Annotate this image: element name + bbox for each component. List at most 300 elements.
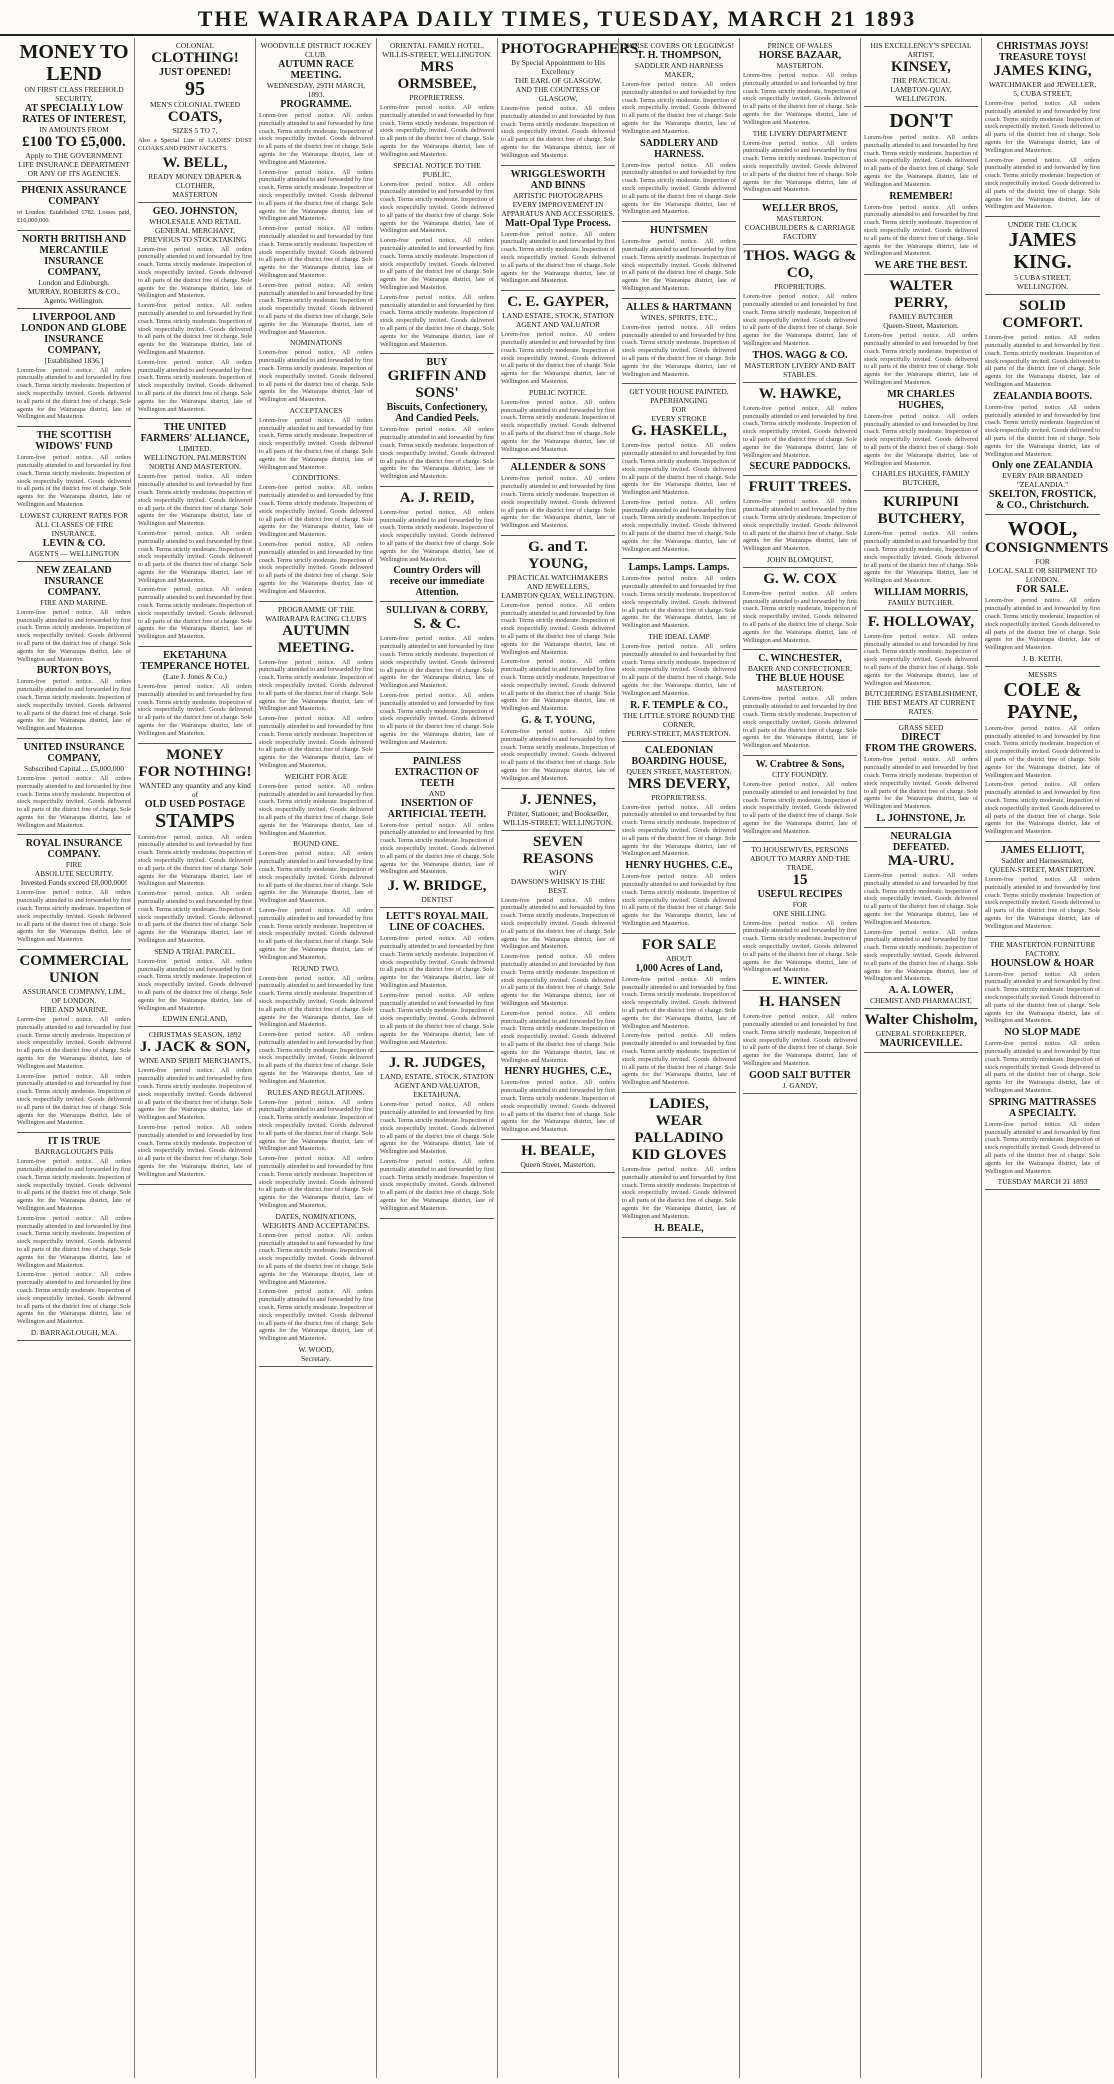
ad-text: THE LITTLE STORE ROUND THE CORNER, — [622, 710, 736, 729]
ad-body: Lorem-free period notice. All orders punctually attended to and forwarded by first coach. Terms strictly moderate. Inspection of stock respectfully invited. Goods delivered to all parts of the district free of charge. Sole agents for the Wairarapa district, late of Wellington and Masterton. — [138, 1123, 252, 1178]
ad-body: Lorem-free period notice. All orders punctually attended to and forwarded by first coach. Terms strictly moderate. Inspection of stock respectfully invited. Goods delivered to all parts of the district free of charge. Sole agents for the Wairarapa district, late of Wellington and Masterton. — [138, 833, 252, 888]
ad-text: (Late J. Jones & Co.) — [163, 672, 227, 682]
ad-heading: CLOTHING! — [151, 50, 239, 66]
ad-text: TO HOUSEWIVES, PERSONS ABOUT TO MARRY AND THE TRADE. — [749, 844, 851, 872]
wairarapa-racing-club-ad — [259, 602, 373, 1367]
it-is-true-ad — [17, 1133, 131, 1341]
ad-heading: G. and T. YOUNG, — [528, 538, 588, 572]
ad-text: WHOLESALE AND RETAIL GENERAL MERCHANT, — [149, 216, 241, 235]
ad-text: ABSOLUTE SECURITY. — [34, 869, 114, 879]
ad-text: ONE SHILLING. — [773, 908, 827, 918]
ad-text: CHRISTMAS SEASON, 1892 — [148, 1030, 242, 1040]
ad-body: Lorem-free period notice. All orders punctually attended to and forwarded by first coach. Terms strictly moderate. Inspection of stock respectfully invited. Goods delivered to all parts of the district free of charge. Sole agents for the Wairarapa district, late of Wellington and Masterton. — [380, 821, 494, 876]
ad-body: Lorem-free period notice. All orders punctually attended to and forwarded by first coach. Terms strictly moderate. Inspection of stock respectfully invited. Goods delivered to all parts of the district free of charge. Sole agents for the Wairarapa district, late of Wellington and Masterton. — [501, 331, 615, 385]
ad-heading: COATS, — [167, 109, 223, 125]
ad-body: Lorem-free period notice. All orders punctually attended to and forwarded by first coach. Terms strictly moderate. Inspection of stock respectfully invited. Goods delivered to all parts of the district free of charge. Sole agents for the Wairarapa district, late of Wellington and Masterton. — [501, 398, 615, 453]
ad-heading: H. BEALE, — [521, 1142, 595, 1159]
ad-body: Lorem-free period notice. All orders punctually attended to and forwarded by first coach. Terms strictly moderate. Inspection of stock respectfully invited. Goods delivered to all parts of the district free of charge. Sole agents for the Wairarapa district, late of Wellington and Masterton. — [138, 529, 252, 584]
ad-text: LIMITED. — [178, 444, 212, 454]
ad-heading: THE UNITED FARMERS' ALLIANCE, — [140, 422, 250, 445]
ad-text: WINE AND SPIRIT MERCHANTS, — [139, 1056, 251, 1066]
ad-text: AT SPECIALLY LOW RATES OF INTEREST, — [22, 103, 126, 125]
ad-text: SADDLER AND HARNESS MAKER, — [634, 61, 724, 79]
grass-seed-ad — [864, 720, 978, 828]
ad-body: Lorem-free period notice. All orders punctually attended to and forwarded by first coach. Terms strictly moderate. Inspection of stock respectfully invited. Goods delivered to all parts of the district free of charge. Sole agents for the Wairarapa district, late of Wellington and Masterton. — [501, 896, 615, 951]
ad-heading: COLE & PAYNE, — [1003, 678, 1082, 723]
ad-text: SPECIAL NOTICE TO THE PUBLIC. — [393, 160, 481, 179]
ad-text: WILLIS-STREET, WELLINGTON. — [503, 817, 613, 827]
ad-text: COACHBUILDERS & CARRIAGE FACTORY — [744, 223, 856, 242]
ad-heading: WOOL, — [1007, 518, 1078, 541]
ad-text: MURRAY, ROBERTS & CO., Agents, Wellington. — [27, 286, 121, 305]
ad-text: PERRY-STREET, MASTERTON. — [627, 728, 731, 738]
coaches-ad — [380, 908, 494, 1052]
column-7 — [740, 38, 861, 2078]
ad-body: Lorem-free period notice. All orders punctually attended to and forwarded by first coach. Terms strictly moderate. Inspection of stock respectfully invited. Goods delivered to all parts of the district free of charge. Sole agents for the Wairarapa district, late of Wellington and Masterton. — [17, 1158, 131, 1212]
ad-text: WATCHMAKER and JEWELLER, — [988, 80, 1097, 89]
ad-heading: ALLENDER & SONS — [510, 462, 606, 474]
dont-forget-ad — [864, 107, 978, 275]
ad-text: READY MONEY DRAPER & CLOTHIER, — [148, 171, 242, 190]
ad-heading: R. F. TEMPLE & CO., — [630, 699, 728, 711]
ad-text: SADDLERY AND HARNESS. — [640, 137, 718, 160]
cole-payne-ad — [985, 667, 1100, 842]
fruit-trees-ad — [743, 476, 857, 568]
ad-body: Lorem-free period notice. All orders punctually attended to and forwarded by first coach. Terms strictly moderate. Inspection of stock respectfully invited. Goods delivered to all parts of the district free of charge. Sole agents for the Wairarapa district, late of Wellington and Masterton. — [864, 332, 978, 386]
ad-text: DENTIST — [421, 895, 453, 905]
ad-text: REMEMBER! — [889, 190, 953, 202]
ad-heading: FROM THE GROWERS. — [865, 743, 977, 755]
ad-body: Lorem-free period notice. All orders punctually attended to and forwarded by first coach. Terms strictly moderate. Inspection of stock respectfully invited. Goods delivered to all parts of the district free of charge. Sole agents for the Wairarapa district, late of Wellington and Masterton. — [985, 100, 1100, 154]
ad-body: Lorem-free period notice. All orders punctually attended to and forwarded by first coach. Terms strictly moderate. Inspection of stock respectfully invited. Goods delivered to all parts of the district free of charge. Sole agents for the Wairarapa district, late of Wellington and Masterton. — [259, 715, 373, 769]
ad-heading: STAMPS — [155, 809, 235, 832]
ad-heading: AUTUMN MEETING. — [277, 622, 355, 656]
ad-heading: ZEALANDIA BOOTS. — [993, 390, 1092, 402]
ad-body: Lorem-free period notice. All orders punctually attended to and forwarded by first coach. Terms strictly moderate. Inspection of stock respectfully invited. Goods delivered to all parts of the district free of charge. Sole agents for the Wairarapa district, late of Wellington and Masterton. — [17, 608, 131, 663]
ad-text: of London. Established 1782. Losses paid, £16,000,000. — [17, 209, 131, 224]
ad-body: Lorem-free period notice. All orders punctually attended to and forwarded by first coach. Terms strictly moderate. Inspection of stock respectfully invited. Goods delivered to all parts of the district free of charge. Sole agents for the Wairarapa district, late of Wellington and Masterton. — [622, 803, 736, 858]
ad-heading: NEW ZEALAND INSURANCE COMPANY. — [36, 564, 112, 598]
ad-text: DIRECT — [901, 732, 941, 744]
ad-heading: SEVEN REASONS — [522, 833, 594, 867]
haskell-ad — [622, 384, 736, 559]
ad-text: CHRISTMAS JOYS! — [996, 41, 1089, 52]
ad-heading: PHŒNIX ASSURANCE COMPANY — [21, 185, 127, 207]
ad-body: Lorem-free period notice. All orders punctually attended to and forwarded by first coach. Terms strictly moderate. Inspection of stock respectfully invited. Goods delivered to all parts of the district free of charge. Sole agents for the Wairarapa district, late of Wellington and Masterton. — [622, 1032, 736, 1087]
ad-body: Lorem-free period notice. All orders punctually attended to and forwarded by first coach. Terms strictly moderate. Inspection of stock respectfully invited. Goods delivered to all parts of the district free of charge. Sole agents for the Wairarapa district, late of Wellington and Masterton. — [17, 774, 131, 829]
ad-body: Lorem-free period notice. All orders punctually attended to and forwarded by first coach. Terms strictly moderate. Inspection of stock respectfully invited. Goods delivered to all parts of the district free of charge. Sole agents for the Wairarapa district, late of Wellington and Masterton. — [138, 245, 252, 300]
ad-body: Lorem-free period notice. All orders punctually attended to and forwarded by first coach. Terms strictly moderate. Inspection of stock respectfully invited. Goods delivered to all parts of the district free of charge. Sole agents for the Wairarapa district, late of Wellington and Masterton. — [622, 643, 736, 697]
ad-text: AND THE COUNTESS OF GLASGOW, — [515, 85, 601, 103]
ad-text: A. A. LOWER, — [888, 985, 954, 997]
masthead-title: THE WAIRARAPA DAILY TIMES, TUESDAY, MARCH 21 1893 — [197, 6, 917, 31]
ad-body: Lorem-free period notice. All orders punctually attended to and forwarded by first coach. Terms strictly moderate. Inspection of stock respectfully invited. Goods delivered to all parts of the district free of charge. Sole agents for the Wairarapa district, late of Wellington and Masterton. — [743, 695, 857, 750]
masthead — [0, 0, 1114, 36]
ad-heading: C. E. GAYPER, — [507, 294, 609, 311]
ad-body: Lorem-free period notice. All orders punctually attended to and forwarded by first coach. Terms strictly moderate. Inspection of stock respectfully invited. Goods delivered to all parts of the district free of charge. Sole agents for the Wairarapa district, late of Wellington and Masterton. — [380, 104, 494, 158]
ad-body: Lorem-free period notice. All orders punctually attended to and forwarded by first coach. Terms strictly moderate. Inspection of stock respectfully invited. Goods delivered to all parts of the district free of charge. Sole agents for the Wairarapa district, late of Wellington and Masterton. — [864, 632, 978, 687]
ad-text: FAMILY BUTCHER — [888, 312, 954, 322]
ad-body: Lorem-free period notice. All orders punctually attended to and forwarded by first coach. Terms strictly moderate. Inspection of stock respectfully invited. Goods delivered to all parts of the district free of charge. Sole agents for the Wairarapa district, late of Wellington and Masterton. — [380, 1157, 494, 1212]
ad-text: THE LIVERY DEPARTMENT — [752, 128, 848, 138]
kinsey-ad — [864, 38, 978, 107]
ad-body: Lorem-free period notice. All orders punctually attended to and forwarded by first coach. Terms strictly moderate. Inspection of stock respectfully invited. Goods delivered to all parts of the district free of charge. Sole agents for the Wairarapa district, late of Wellington and Masterton. — [743, 589, 857, 644]
james-elliott-ad — [985, 842, 1100, 937]
huntsmen-ad — [622, 222, 736, 299]
ad-body: Lorem-free period notice. All orders punctually attended to and forwarded by first coach. Terms strictly moderate. Inspection of stock respectfully invited. Goods delivered to all parts of the district free of charge. Sole agents for the Wairarapa district, late of Wellington and Masterton. — [743, 919, 857, 974]
ad-heading: FOR NOTHING! — [138, 763, 252, 780]
ad-body: Lorem-free period notice. All orders punctually attended to and forwarded by first coach. Terms strictly moderate. Inspection of stock respectfully invited. Goods delivered to all parts of the district free of charge. Sole agents for the Wairarapa district, late of Wellington and Masterton. — [17, 1214, 131, 1269]
ad-body: Lorem-free period notice. All orders punctually attended to and forwarded by first coach. Terms strictly moderate. Inspection of stock respectfully invited. Goods delivered to all parts of the district free of charge. Sole agents for the Wairarapa district, late of Wellington and Masterton. — [743, 1013, 857, 1067]
colonial-clothing-ad — [138, 38, 252, 203]
ad-text: QUEEN STREET, MASTERTON. — [626, 766, 732, 776]
horse-bazaar-ad — [743, 38, 857, 200]
ad-heading: JAMES KING, — [993, 63, 1092, 79]
ad-body: Lorem-free period notice. All orders punctually attended to and forwarded by first coach. Terms strictly moderate. Inspection of stock respectfully invited. Goods delivered to all parts of the district free of charge. Sole agents for the Wairarapa district, late of Wellington and Masterton. — [259, 349, 373, 404]
ad-body: Lorem-free period notice. All orders punctually attended to and forwarded by first coach. Terms strictly moderate. Inspection of stock respectfully invited. Goods delivered to all parts of the district free of charge. Sole agents for the Wairarapa district, late of Wellington and Masterton. — [985, 876, 1100, 930]
ad-heading: NORTH BRITISH AND MERCANTILE INSURANCE COMPANY, — [21, 233, 127, 278]
ad-text: BARRAGLOUGH'S Pills — [34, 1147, 114, 1157]
ad-body: Lorem-free period notice. All orders punctually attended to and forwarded by first coach. Terms strictly moderate. Inspection of stock respectfully invited. Goods delivered to all parts of the district free of charge. Sole agents for the Wairarapa district, late of Wellington and Masterton. — [501, 601, 615, 656]
columns — [14, 38, 1109, 2078]
ad-text: PROGRAMME OF THE — [277, 604, 355, 614]
cox-ad — [743, 568, 857, 651]
ad-text: THE MASTERTON FURNITURE FACTORY. — [989, 939, 1096, 958]
ad-text: EVERY STROKE — [651, 414, 707, 424]
ad-body: Lorem-free period notice. All orders punctually attended to and forwarded by first coach. Terms strictly moderate. Inspection of stock respectfully invited. Goods delivered to all parts of the district free of charge. Sole agents for the Wairarapa district, late of Wellington and Masterton. — [138, 957, 252, 1012]
ad-heading: C. WINCHESTER, — [758, 653, 842, 665]
ad-body: Lorem-free period notice. All orders punctually attended to and forwarded by first coach. Terms strictly moderate. Inspection of stock respectfully invited. Goods delivered to all parts of the district free of charge. Sole agents for the Wairarapa district, late of Wellington and Masterton. — [380, 635, 494, 690]
ad-heading: WRIGGLESWORTH AND BINNS — [510, 168, 606, 191]
gayper-ad — [501, 291, 615, 459]
ad-body: Lorem-free period notice. All orders punctually attended to and forwarded by first coach. Terms strictly moderate. Inspection of stock respectfully invited. Goods delivered to all parts of the district free of charge. Sole agents for the Wairarapa district, late of Wellington and Masterton. — [622, 1165, 736, 1220]
ad-heading: KINSEY, — [891, 59, 951, 75]
north-british-ad — [17, 231, 131, 309]
ad-body: Lorem-free period notice. All orders punctually attended to and forwarded by first coach. Terms strictly moderate. Inspection of stock respectfully invited. Goods delivered to all parts of the district free of charge. Sole agents for the Wairarapa district, late of Wellington and Masterton. — [501, 475, 615, 530]
ad-body: Lorem-free period notice. All orders punctually attended to and forwarded by first coach. Terms strictly moderate. Inspection of stock respectfully invited. Goods delivered to all parts of the district free of charge. Sole agents for the Wairarapa district, late of Wellington and Masterton. — [17, 1271, 131, 1326]
neuralgia-ad — [864, 828, 978, 1009]
ad-text: THE BEST MEATS AT CURRENT RATES. — [866, 698, 976, 717]
ad-heading: UNITED INSURANCE COMPANY, — [23, 741, 125, 764]
young-watchmakers-ad — [501, 536, 615, 789]
nz-insurance-ad — [17, 562, 131, 739]
ad-body: Lorem-free period notice. All orders punctually attended to and forwarded by first coach. Terms strictly moderate. Inspection of stock respectfully invited. Goods delivered to all parts of the district free of charge. Sole agents for the Wairarapa district, late of Wellington and Masterton. — [259, 850, 373, 905]
land-sale-ad — [622, 934, 736, 1093]
ad-text: ARTISTIC PHOTOGRAPHS — [513, 190, 603, 200]
ad-heading: SULLIVAN & CORBY, — [386, 605, 488, 617]
ad-text: FIRE AND MARINE. — [40, 1005, 108, 1015]
ad-heading: HOUNSLOW & HOAR — [990, 957, 1095, 969]
ad-heading: DON'T — [889, 110, 953, 132]
oriental-hotel-ad — [380, 38, 494, 354]
money-for-nothing-ad — [138, 744, 252, 1028]
ad-heading: BUTCHERY, — [877, 511, 965, 528]
ad-text: JOHN BLOMQUIST, — [766, 554, 834, 564]
ad-text: THE PRACTICAL — [891, 76, 951, 85]
ad-heading: MRS DEVERY, — [627, 775, 731, 792]
ad-body: Lorem-free period notice. All orders punctually attended to and forwarded by first coach. Terms strictly moderate. Inspection of stock respectfully invited. Goods delivered to all parts of the district free of charge. Sole agents for the Wairarapa district, late of Wellington and Masterton. — [138, 358, 252, 413]
ad-text: W. WOOD, — [298, 1344, 334, 1354]
ad-body: Lorem-free period notice. All orders punctually attended to and forwarded by first coach. Terms strictly moderate. Inspection of stock respectfully invited. Goods delivered to all parts of the district free of charge. Sole agents for the Wairarapa district, late of Wellington and Masterton. — [622, 161, 736, 216]
ad-text: 5, CUBA STREET, — [1013, 89, 1072, 98]
ad-text: COLONIAL — [175, 41, 215, 50]
ad-text: WEIGHT FOR AGE — [284, 771, 348, 781]
winchester-ad — [743, 650, 857, 756]
ad-text: ACCEPTANCES — [289, 405, 343, 415]
ad-heading: WE ARE THE BEST. — [874, 260, 968, 272]
ad-text: WEDNESDAY, 29TH MARCH, 1893. — [266, 81, 366, 99]
ad-text: SPRING MATTRASSES A SPECIALTY. — [988, 1096, 1097, 1119]
ad-body: Lorem-free period notice. All orders punctually attended to and forwarded by first coach. Terms strictly moderate. Inspection of stock respectfully invited. Goods delivered to all parts of the district free of charge. Sole agents for the Wairarapa district, late of Wellington and Masterton. — [259, 168, 373, 223]
ad-text: GRASS SEED — [898, 723, 944, 733]
ad-text: WELLINGTON, PALMERSTON NORTH AND MASTERTON. — [143, 453, 247, 472]
ad-text: ORIENTAL FAMILY HOTEL, — [390, 41, 484, 50]
ad-body: Lorem-free period notice. All orders punctually attended to and forwarded by first coach. Terms strictly moderate. Inspection of stock respectfully invited. Goods delivered to all parts of the district free of charge. Sole agents for the Wairarapa district, late of Wellington and Masterton. — [864, 530, 978, 585]
ad-heading: FOR SALE — [641, 936, 717, 953]
ad-body: Lorem-free period notice. All orders punctually attended to and forwarded by first coach. Terms strictly moderate. Inspection of stock respectfully invited. Goods delivered to all parts of the district free of charge. Sole agents for the Wairarapa district, late of Wellington and Masterton. — [380, 426, 494, 481]
ad-body: Lorem-free period notice. All orders punctually attended to and forwarded by first coach. Terms strictly moderate. Inspection of stock respectfully invited. Goods delivered to all parts of the district free of charge. Sole agents for the Wairarapa district, late of Wellington and Masterton. — [17, 1072, 131, 1127]
ad-text: BEST. — [548, 885, 568, 895]
ad-body: Lorem-free period notice. All orders punctually attended to and forwarded by first coach. Terms strictly moderate. Inspection of stock respectfully invited. Goods delivered to all parts of the district free of charge. Sole agents for the Wairarapa district, late of Wellington and Masterton. — [259, 225, 373, 279]
ad-heading: J. JENNES, — [519, 791, 597, 808]
ad-body: Lorem-free period notice. All orders punctually attended to and forwarded by first coach. Terms strictly moderate. Inspection of stock respectfully invited. Goods delivered to all parts of the district free of charge. Sole agents for the Wairarapa district, late of Wellington and Masterton. — [17, 366, 131, 421]
ad-heading: W. BELL, — [162, 154, 228, 171]
zealandia-boots-ad — [985, 295, 1100, 515]
temperance-hotel-ad — [138, 647, 252, 744]
ad-text: FOR — [671, 405, 687, 415]
ad-text: MESSRS — [1028, 669, 1057, 679]
column-6 — [619, 38, 740, 2078]
ad-text: ON FIRST CLASS FREEHOLD SECURITY, — [24, 85, 124, 103]
ad-text: Biscuits, Confectionery, — [386, 402, 488, 414]
column-1 — [14, 38, 135, 2078]
caledonian-ad — [622, 742, 736, 934]
beale-ad — [501, 1140, 615, 1173]
ad-text: TREASURE TOYS! — [998, 52, 1087, 63]
chisholm-ad — [864, 1009, 978, 1053]
ad-body: Lorem-free period notice. All orders punctually attended to and forwarded by first coach. Terms strictly moderate. Inspection of stock respectfully invited. Goods delivered to all parts of the district free of charge. Sole agents for the Wairarapa district, late of Wellington and Masterton. — [501, 105, 615, 159]
ad-text: WILLIS-STREET, WELLINGTON. — [382, 50, 492, 59]
ad-heading: FRUIT TREES. — [748, 479, 852, 496]
ad-body: Lorem-free period notice. All orders punctually attended to and forwarded by first coach. Terms strictly moderate. Inspection of stock respectfully invited. Goods delivered to all parts of the district free of charge. Sole agents for the Wairarapa district, late of Wellington and Masterton. — [259, 1155, 373, 1210]
ad-text: PREVIOUS TO STOCKTAKING — [143, 234, 247, 244]
wool-consignments-ad — [985, 515, 1109, 667]
column-2 — [135, 38, 256, 2078]
united-insurance-ad — [17, 739, 131, 836]
ad-text: Subscribed Capital ... £5,000,000 — [24, 763, 124, 773]
ad-body: Lorem-free period notice. All orders punctually attended to and forwarded by first coach. Terms strictly moderate. Inspection of stock respectfully invited. Goods delivered to all parts of the district free of charge. Sole agents for the Wairarapa district, late of Wellington and Masterton. — [17, 1016, 131, 1070]
ad-text: LAMBTON QUAY, WELLINGTON. — [501, 590, 615, 600]
ad-heading: THE SCOTTISH WIDOWS' FUND — [35, 430, 113, 453]
ad-text: S. & C. — [413, 616, 461, 633]
ad-body: Lorem-free period notice. All orders punctually attended to and forwarded by first coach. Terms strictly moderate. Inspection of stock respectfully invited. Goods delivered to all parts of the district free of charge. Sole agents for the Wairarapa district, late of Wellington and Masterton. — [501, 658, 615, 713]
ad-text: FIRE AND MARINE. — [40, 597, 108, 607]
ad-body: Lorem-free period notice. All orders punctually attended to and forwarded by first coach. Terms strictly moderate. Inspection of stock respectfully invited. Goods delivered to all parts of the district free of charge. Sole agents for the Wairarapa district, late of Wellington and Masterton. — [259, 1031, 373, 1085]
ad-body: Lorem-free period notice. All orders punctually attended to and forwarded by first coach. Terms strictly moderate. Inspection of stock respectfully invited. Goods delivered to all parts of the district free of charge. Sole agents for the Wairarapa district, late of Wellington and Masterton. — [138, 302, 252, 356]
ad-heading: GRIFFIN AND SONS' — [387, 368, 487, 402]
ad-heading: G. HASKELL, — [631, 423, 727, 440]
ad-body: Lorem-free period notice. All orders punctually attended to and forwarded by first coach. Terms strictly moderate. Inspection of stock respectfully invited. Goods delivered to all parts of the district free of charge. Sole agents for the Wairarapa district, late of Wellington and Masterton. — [743, 139, 857, 194]
ad-body: Lorem-free period notice. All orders punctually attended to and forwarded by first coach. Terms strictly moderate. Inspection of stock respectfully invited. Goods delivered to all parts of the district free of charge. Sole agents for the Wairarapa district, late of Wellington and Masterton. — [985, 1040, 1100, 1094]
ad-heading: IT IS TRUE — [47, 1136, 101, 1148]
ad-text: By Special Appointment to His Excellency — [511, 58, 605, 76]
column-3 — [256, 38, 377, 2078]
ad-text: HENRY HUGHES. C.E., — [625, 860, 733, 872]
ad-text: FIRE — [65, 860, 83, 870]
ad-heading: G. W. COX — [763, 570, 837, 587]
weller-bros-ad — [743, 200, 857, 245]
ad-body: Lorem-free period notice. All orders punctually attended to and forwarded by first coach. Terms strictly moderate. Inspection of stock respectfully invited. Goods delivered to all parts of the district free of charge. Sole agents for the Wairarapa district, late of Wellington and Masterton. — [380, 180, 494, 235]
ad-text: MASTERTON — [172, 189, 218, 199]
ad-body: Lorem-free period notice. All orders punctually attended to and forwarded by first coach. Terms strictly moderate. Inspection of stock respectfully invited. Goods delivered to all parts of the district free of charge. Sole agents for the Wairarapa district, late of Wellington and Masterton. — [622, 238, 736, 292]
ad-body: Lorem-free period notice. All orders punctually attended to and forwarded by first coach. Terms strictly moderate. Inspection of stock respectfully invited. Goods delivered to all parts of the district free of charge. Sole agents for the Wairarapa district, late of Wellington and Masterton. — [17, 454, 131, 508]
ad-body: Lorem-free period notice. All orders punctually attended to and forwarded by first coach. Terms strictly moderate. Inspection of stock respectfully invited. Goods delivered to all parts of the district free of charge. Sole agents for the Wairarapa district, late of Wellington and Masterton. — [622, 575, 736, 630]
griffin-sons-ad — [380, 354, 494, 487]
ad-text: BAKER AND CONFECTIONER, — [748, 664, 852, 674]
ad-text: D. BARRAGLOUGH, M.A. — [30, 1327, 118, 1337]
ad-text: ASSURANCE COMPANY, LIM., OF LONDON. — [22, 987, 126, 1006]
ad-text: USEFUL RECIPES — [757, 888, 843, 900]
ad-heading: W. Crabtree & Sons, — [755, 759, 845, 771]
wrigglesworth-ad — [501, 166, 615, 292]
ad-body: Lorem-free period notice. All orders punctually attended to and forwarded by first coach. Terms strictly moderate. Inspection of stock respectfully invited. Goods delivered to all parts of the district free of charge. Sole agents for the Wairarapa district, late of Wellington and Masterton. — [259, 541, 373, 595]
ad-text: IN AMOUNTS FROM — [39, 125, 109, 134]
ad-text: L. JOHNSTONE, Jr. — [876, 813, 966, 825]
ad-body: Lorem-free period notice. All orders punctually attended to and forwarded by first coach. Terms strictly moderate. Inspection of stock respectfully invited. Goods delivered to all parts of the district free of charge. Sole agents for the Wairarapa district, late of Wellington and Masterton. — [259, 906, 373, 961]
jennes-ad — [501, 789, 615, 831]
ad-body: Lorem-free period notice. All orders punctually attended to and forwarded by first coach. Terms strictly moderate. Inspection of stock respectfully invited. Goods delivered to all parts of the district free of charge. Sole agents for the Wairarapa district, late of Wellington and Masterton. — [864, 756, 978, 811]
ad-heading: J. JACK & SON, — [139, 1039, 251, 1056]
ad-amount: £100 TO £5,000. — [22, 134, 126, 150]
ad-heading: HUNTSMEN — [650, 225, 708, 237]
ad-text: Also a Special Line of LADIES' DUST CLOAKS AND PRINT JACKETS. — [138, 137, 252, 152]
ad-body: Lorem-free period notice. All orders punctually attended to and forwarded by first coach. Terms strictly moderate. Inspection of stock respectfully invited. Goods delivered to all parts of the district free of charge. Sole agents for the Wairarapa district, late of Wellington and Masterton. — [138, 473, 252, 528]
ad-text: LOCAL SALE OR SHIPMENT TO LONDON. — [988, 566, 1097, 585]
ad-text: ROUND ONE. — [293, 839, 339, 849]
ad-heading: ROYAL INSURANCE COMPANY. — [25, 838, 123, 861]
ad-body: Lorem-free period notice. All orders punctually attended to and forwarded by first coach. Terms strictly moderate. Inspection of stock respectfully invited. Goods delivered to all parts of the district free of charge. Sole agents for the Wairarapa district, late of Wellington and Masterton. — [380, 293, 494, 348]
under-the-clock-ad — [985, 217, 1100, 295]
ad-text: WAIRARAPA RACING CLUB'S — [265, 613, 367, 623]
ad-heading: ALLES & HARTMANN — [626, 301, 732, 313]
hawke-ad — [743, 383, 857, 477]
ad-text: THE BLUE HOUSE — [755, 673, 845, 685]
ad-heading: 15 — [792, 871, 808, 888]
ad-heading: THOS. WAGG & CO, — [743, 248, 857, 282]
ad-heading: KURIPUNI — [883, 494, 959, 511]
ad-body: Lorem-free period notice. All orders punctually attended to and forwarded by first coach. Terms strictly moderate. Inspection of stock respectfully invited. Goods delivered to all parts of the district free of charge. Sole agents for the Wairarapa district, late of Wellington and Masterton. — [380, 935, 494, 989]
ad-text: LAND, ESTATE, STOCK, STATION AGENT AND VALUATOR, — [380, 1072, 494, 1091]
ad-text: Invested Funds exceed £8,000,000! — [20, 878, 128, 888]
ad-body: Lorem-free period notice. All orders punctually attended to and forwarded by first coach. Terms strictly moderate. Inspection of stock respectfully invited. Goods delivered to all parts of the district free of charge. Sole agents for the Wairarapa district, late of Wellington and Masterton. — [985, 1120, 1100, 1175]
ad-text: SIZES 5 TO 7, — [172, 126, 218, 135]
ad-text: THE EARL OF GLASGOW, — [514, 76, 602, 85]
ad-text: PAINLESS EXTRACTION OF TEETH — [394, 755, 480, 789]
ad-heading: SKELTON, FROSTICK, & CO., Christchurch. — [989, 489, 1096, 512]
ad-text: Secretary. — [301, 1353, 331, 1363]
ad-text: WOODVILLE DISTRICT JOCKEY CLUB. — [260, 41, 372, 59]
ad-text: PUBLIC NOTICE. — [529, 387, 587, 397]
ad-body: Lorem-free period notice. All orders punctually attended to and forwarded by first coach. Terms strictly moderate. Inspection of stock respectfully invited. Goods delivered to all parts of the district free of charge. Sole agents for the Wairarapa district, late of Wellington and Masterton. — [138, 586, 252, 641]
ad-body: Lorem-free period notice. All orders punctually attended to and forwarded by first coach. Terms strictly moderate. Inspection of stock respectfully invited. Goods delivered to all parts of the district free of charge. Sole agents for the Wairarapa district, late of Wellington and Masterton. — [501, 230, 615, 285]
ad-heading: CALEDONIAN BOARDING HOUSE, — [631, 744, 727, 767]
ad-text: NOMINATIONS — [289, 338, 343, 348]
ad-text: WINES, SPIRITS, ETC., — [640, 312, 718, 322]
ad-text: EVERY IMPROVEMENT IN APPARATUS AND ACCESSORIES. — [501, 199, 615, 218]
ad-text: H. BEALE, — [654, 1222, 704, 1234]
ad-heading: LIVERPOOL AND LONDON AND GLOBE INSURANCE COMPANY, — [21, 311, 127, 356]
ad-text: RULES AND REGULATIONS. — [267, 1087, 365, 1097]
ad-text: AND — [428, 788, 446, 798]
ad-heading: Walter Chisholm, — [864, 1012, 978, 1029]
ad-text: FOR SALE. — [1016, 584, 1069, 596]
ad-body: Lorem-free period notice. All orders punctually attended to and forwarded by first coach. Terms strictly moderate. Inspection of stock respectfully invited. Goods delivered to all parts of the district free of charge. Sole agents for the Wairarapa district, late of Wellington and Masterton. — [743, 404, 857, 459]
ad-body: Lorem-free period notice. All orders punctually attended to and forwarded by first coach. Terms strictly moderate. Inspection of stock respectfully invited. Goods delivered to all parts of the district free of charge. Sole agents for the Wairarapa district, late of Wellington and Masterton. — [743, 498, 857, 553]
column-8 — [861, 38, 982, 2078]
judges-ad — [380, 1052, 494, 1218]
commercial-union-ad — [17, 950, 131, 1133]
ad-text: GENERAL STOREKEEPER, — [875, 1029, 967, 1039]
ad-heading: 1,000 Acres of Land, — [635, 962, 723, 974]
ad-text: TUESDAY MARCH 21 1893 — [997, 1177, 1088, 1187]
ad-text: Country Orders will receive our immediate Attention. — [389, 565, 485, 599]
ad-body: Lorem-free period notice. All orders punctually attended to and forwarded by first coach. Terms strictly moderate. Inspection of stock respectfully invited. Goods delivered to all parts of the district free of charge. Sole agents for the Wairarapa district, late of Wellington and Masterton. — [622, 81, 736, 135]
ad-body: Lorem-free period notice. All orders punctually attended to and forwarded by first coach. Terms strictly moderate. Inspection of stock respectfully invited. Goods delivered to all parts of the district free of charge. Sole agents for the Wairarapa district, late of Wellington and Masterton. — [985, 781, 1100, 836]
ad-text: Matt-Opal Type Process. — [505, 217, 611, 229]
ad-heading: WALTER PERRY, — [889, 278, 953, 312]
ad-body: Lorem-free period notice. All orders punctually attended to and forwarded by first coach. Terms strictly moderate. Inspection of stock respectfully invited. Goods delivered to all parts of the district free of charge. Sole agents for the Wairarapa district, late of Wellington and Masterton. — [985, 403, 1100, 458]
ad-heading: MR CHARLES HUGHES, — [887, 388, 955, 411]
ad-text: DATES, NOMINATIONS, WEIGHTS AND ACCEPTANCES. — [262, 1211, 370, 1230]
ad-text: Saddler and Harnessmaker, — [1001, 856, 1084, 866]
column-5 — [498, 38, 642, 2078]
dawsons-whisky-ad — [501, 831, 615, 1140]
aj-reid-ad — [380, 487, 494, 603]
ad-body: Lorem-free period notice. All orders punctually attended to and forwarded by first coach. Terms strictly moderate. Inspection of stock respectfully invited. Goods delivered to all parts of the district free of charge. Sole agents for the Wairarapa district, late of Wellington and Masterton. — [864, 412, 978, 467]
ad-number: 95 — [185, 78, 205, 100]
ad-heading: MONEY — [166, 746, 224, 763]
ad-body: Lorem-free period notice. All orders punctually attended to and forwarded by first coach. Terms strictly moderate. Inspection of stock respectfully invited. Goods delivered to all parts of the district free of charge. Sole agents for the Wairarapa district, late of Wellington and Masterton. — [138, 890, 252, 944]
ad-text: QUEEN-STREET, MASTERTON. — [989, 865, 1096, 875]
ad-body: Lorem-free period notice. All orders punctually attended to and forwarded by first coach. Terms strictly moderate. Inspection of stock respectfully invited. Goods delivered to all parts of the district free of charge. Sole agents for the Wairarapa district, late of Wellington and Masterton. — [138, 1067, 252, 1122]
ad-body: Lorem-free period notice. All orders punctually attended to and forwarded by first coach. Terms strictly moderate. Inspection of stock respectfully invited. Goods delivered to all parts of the district free of charge. Sole agents for the Wairarapa district, late of Wellington and Masterton. — [864, 134, 978, 188]
ad-heading: MRS ORMSBEE, — [397, 59, 477, 92]
ad-heading: H. HANSEN — [759, 994, 841, 1011]
ad-text: HORSE COVERS OR LEGGINGS! — [623, 41, 735, 50]
ad-heading: A. J. REID, — [399, 489, 475, 506]
ad-body: Lorem-free period notice. All orders punctually attended to and forwarded by first coach. Terms strictly moderate. Inspection of stock respectfully invited. Goods delivered to all parts of the district free of charge. Sole agents for the Wairarapa district, late of Wellington and Masterton. — [259, 974, 373, 1029]
ad-heading: PALLADINO — [634, 1129, 724, 1146]
ad-body: Lorem-free period notice. All orders punctually attended to and forwarded by first coach. Terms strictly moderate. Inspection of stock respectfully invited. Goods delivered to all parts of the district free of charge. Sole agents for the Wairarapa district, late of Wellington and Masterton. — [380, 237, 494, 291]
ad-heading: SOLID COMFORT. — [1002, 298, 1083, 332]
ad-text: PROPRIETRESS. — [651, 792, 707, 802]
ad-text: WELLINGTON. — [1016, 282, 1069, 292]
ad-body: Lorem-free period notice. All orders punctually attended to and forwarded by first coach. Terms strictly moderate. Inspection of stock respectfully invited. Goods delivered to all parts of the district free of charge. Sole agents for the Wairarapa district, late of Wellington and Masterton. — [622, 442, 736, 497]
ad-body: Lorem-free period notice. All orders punctually attended to and forwarded by first coach. Terms strictly moderate. Inspection of stock respectfully invited. Goods delivered to all parts of the district free of charge. Sole agents for the Wairarapa district, late of Wellington and Masterton. — [985, 970, 1100, 1025]
ad-text: Apply to THE GOVERNMENT LIFE INSURANCE DEPARTMENT OR ANY OF ITS AGENCIES. — [18, 151, 130, 178]
ad-text: WANTED any quantity and any kind of — [139, 780, 251, 799]
ad-body: Lorem-free period notice. All orders punctually attended to and forwarded by first coach. Terms strictly moderate. Inspection of stock respectfully invited. Goods delivered to all parts of the district free of charge. Sole agents for the Wairarapa district, late of Wellington and Masterton. — [501, 1079, 615, 1134]
ad-text: CITY FOUNDRY. — [772, 770, 828, 780]
ad-text: MASTERTON. — [776, 61, 824, 70]
ad-heading: CONSIGNMENTS — [985, 540, 1109, 557]
scottish-widows-ad — [17, 427, 131, 562]
ad-heading: LETT'S ROYAL MAIL LINE OF COACHES. — [386, 911, 488, 934]
ad-heading: NEURALGIA DEFEATED. — [890, 831, 952, 854]
column-4 — [377, 38, 498, 2078]
kuripuni-butchery-ad — [864, 491, 978, 611]
furniture-factory-ad — [985, 937, 1100, 1191]
